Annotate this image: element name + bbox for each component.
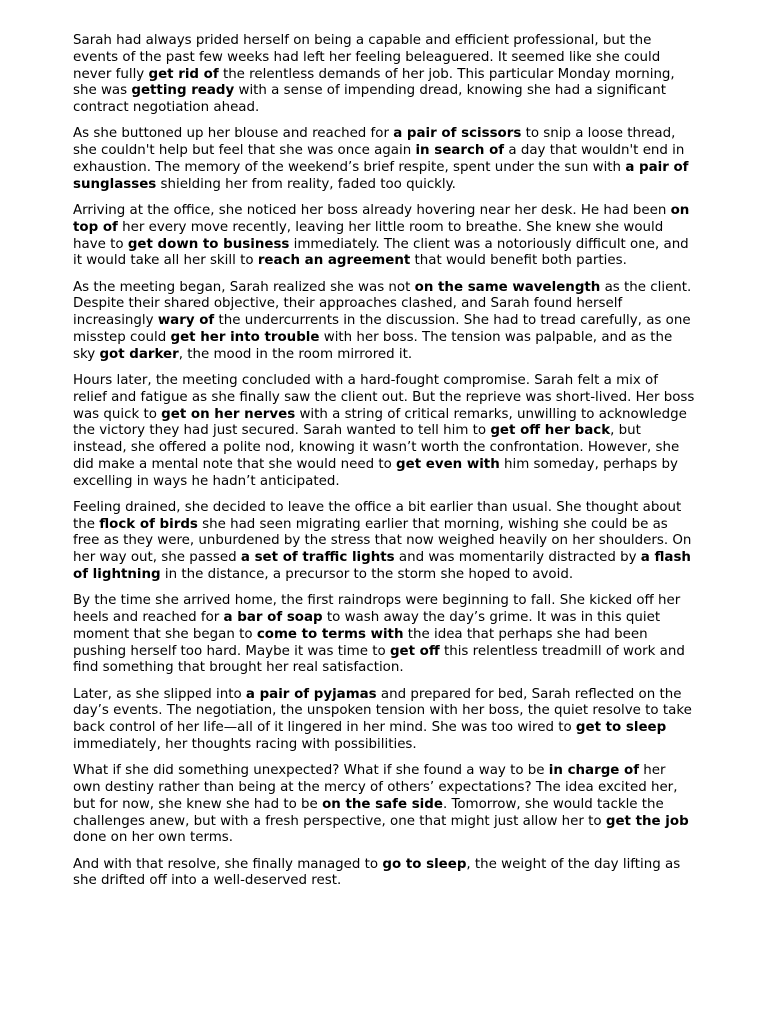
text-run: with her boss. The tension was palpable, and as the sky [73, 329, 673, 362]
bold-phrase: on the same wavelength [414, 279, 601, 295]
bold-phrase: get off [389, 643, 440, 659]
bold-phrase: get the job [605, 813, 689, 829]
text-run: Feeling drained, she decided to leave the office a bit earlier than usual. She thought about the [73, 499, 682, 532]
paragraph-2 [73, 126, 695, 193]
text-run: her own destiny rather than being at the mercy of others’ expectations? The idea excited her, but for now, she knew she had to be [73, 763, 678, 812]
text-run: As she buttoned up her blouse and reached for [73, 126, 394, 142]
bold-phrase: getting ready [131, 83, 235, 99]
paragraph-4 [73, 280, 695, 364]
bold-phrase: get down to business [127, 236, 290, 252]
bold-phrase: get to sleep [575, 720, 667, 736]
text-run: And with that resolve, she finally managed to [73, 856, 383, 872]
bold-phrase: flock of birds [99, 516, 198, 532]
text-run: . Tomorrow, she would tackle the challenges anew, but with a fresh perspective, one that might just allow her to [73, 796, 664, 829]
bold-phrase: get off her back [490, 423, 611, 439]
bold-phrase: a bar of soap [223, 610, 323, 626]
document-body [73, 33, 695, 900]
bold-phrase: reach an agreement [257, 253, 411, 269]
bold-phrase: get rid of [148, 66, 219, 82]
text-run: him someday, perhaps by excelling in ways he hadn’t anticipated. [73, 456, 678, 489]
text-run: By the time she arrived home, the first raindrops were beginning to fall. She kicked off her heels and reached for [73, 593, 681, 626]
bold-phrase: in search of [415, 143, 505, 159]
text-run: Arriving at the office, she noticed her boss already hovering near her desk. He had been [73, 202, 671, 218]
text-run: this relentless treadmill of work and find something that brought her real satisfaction. [73, 643, 685, 676]
paragraph-10 [73, 857, 695, 891]
text-run: with a string of critical remarks, unwilling to acknowledge the victory they had just secured. Sarah wanted to tell him to [73, 406, 687, 439]
bold-phrase: get even with [396, 456, 500, 472]
bold-phrase: a pair of pyjamas [245, 686, 377, 702]
bold-phrase: wary of [157, 313, 215, 329]
bold-phrase: get her into trouble [170, 329, 320, 345]
text-run: Sarah had always prided herself on being a capable and efficient professional, but the events of the past few weeks had left her feeling beleaguered. It seemed like she could never fully [73, 33, 661, 82]
paragraph-5 [73, 373, 695, 491]
bold-phrase: a pair of scissors [393, 126, 522, 142]
bold-phrase: got darker [99, 346, 179, 362]
text-run: the relentless demands of her job. This particular Monday morning, she was [73, 66, 675, 99]
text-run: to snip a loose thread, she couldn't help but feel that she was once again [73, 126, 676, 159]
paragraph-7 [73, 593, 695, 677]
paragraph-8 [73, 687, 695, 754]
text-run: Later, as she slipped into [73, 686, 246, 702]
text-run: done on her own terms. [73, 830, 234, 846]
text-run: in the distance, a precursor to the storm she hoped to avoid. [160, 567, 574, 583]
text-run: Hours later, the meeting concluded with a hard-fought compromise. Sarah felt a mix of relief and fatigue as she finally saw the client out. But the reprieve was short-lived. Her boss was quick to [73, 372, 695, 422]
text-run: to wash away the day’s grime. It was in this quiet moment that she began to [73, 610, 661, 642]
text-run: shielding her from reality, faded too quickly. [156, 176, 456, 192]
bold-phrase: a flash of lightning [73, 550, 691, 583]
text-run: a day that wouldn't end in exhaustion. The memory of the weekend’s brief respite, spent under the sun with [73, 143, 685, 175]
text-run: the idea that perhaps she had been pushing herself too hard. Maybe it was time to [73, 626, 648, 659]
bold-phrase: come to terms with [256, 626, 404, 642]
text-run: and prepared for bed, Sarah reflected on the day’s events. The negotiation, the unspoken tension with her boss, the quiet resolve to take back control of her life—all of it lingered in her mind. She was too wired to [73, 686, 692, 736]
paragraph-9 [73, 763, 695, 847]
bold-phrase: on top of [73, 202, 690, 235]
text-run: immediately, her thoughts racing with possibilities. [73, 737, 417, 753]
text-run: immediately. The client was a notoriously difficult one, and it would take all her skill to [73, 236, 689, 269]
bold-phrase: in charge of [548, 763, 640, 779]
text-run: as the client. Despite their shared objective, their approaches clashed, and Sarah found herself increasingly [73, 279, 692, 329]
bold-phrase: on the safe side [322, 796, 443, 812]
text-run: As the meeting began, Sarah realized she was not [73, 279, 415, 295]
text-run: , the mood in the room mirrored it. [178, 346, 413, 362]
text-run: with a sense of impending dread, knowing she had a significant contract negotiation ahead. [73, 83, 666, 116]
text-run: , but instead, she offered a polite nod, knowing it wasn’t worth the confrontation. However, she did make a mental note that she would need to [73, 423, 680, 472]
text-run: she had seen migrating earlier that morning, wishing she could be as free as they were, unburdened by the stress that now weighed heavily on her shoulders. On her way out, she passed [73, 516, 692, 566]
text-run: and was momentarily distracted by [394, 550, 641, 566]
paragraph-3 [73, 203, 695, 270]
text-run: her every move recently, leaving her little room to breathe. She knew she would have to [73, 219, 664, 252]
bold-phrase: get on her nerves [161, 406, 296, 422]
text-run: that would benefit both parties. [410, 253, 627, 269]
bold-phrase: a set of traffic lights [240, 550, 395, 566]
text-run: , the weight of the day lifting as she drifted off into a well-deserved rest. [73, 856, 681, 889]
bold-phrase: go to sleep [382, 856, 467, 872]
text-run: What if she did something unexpected? What if she found a way to be [73, 763, 549, 779]
text-run: the undercurrents in the discussion. She had to tread carefully, as one misstep could [73, 313, 691, 345]
paragraph-6 [73, 500, 695, 584]
bold-phrase: a pair of sunglasses [73, 159, 689, 192]
paragraph-1 [73, 33, 695, 117]
